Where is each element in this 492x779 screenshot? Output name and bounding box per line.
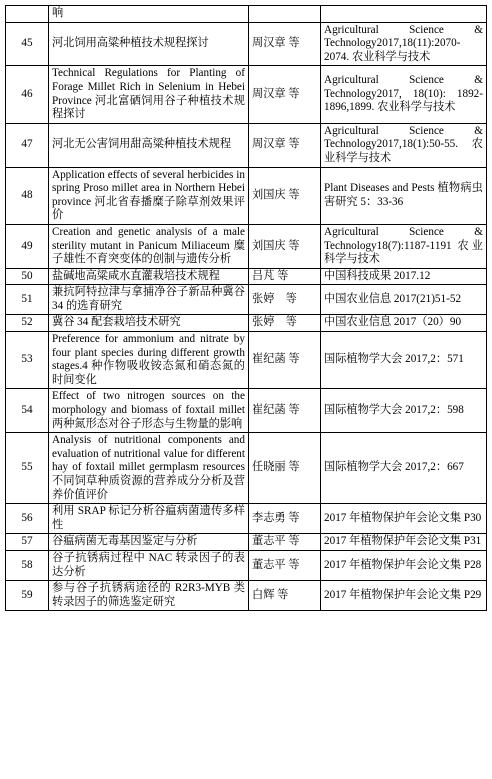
paper-authors: 崔纪菡 等 [249,389,321,433]
paper-title: 兼抗阿特拉津与拿捕净谷子新品种冀谷 34 的选育研究 [49,285,249,315]
paper-authors: 刘国庆 等 [249,167,321,224]
paper-authors: 周汉章 等 [249,66,321,123]
table-row [6,66,487,123]
paper-authors: 周汉章 等 [249,123,321,167]
paper-source: 2017 年植物保护年会论文集 P29 [321,581,487,611]
table-row [6,268,487,285]
paper-authors: 李志勇 等 [249,504,321,534]
table-row [6,285,487,315]
row-number: 46 [6,66,49,123]
paper-source: Agricultural Science & Technology2017,18(1):50-55. 农业科学与技术 [321,123,487,167]
paper-authors: 任晓丽 等 [249,433,321,504]
paper-authors: 张婷 等 [249,285,321,315]
paper-title: 响 [49,6,249,23]
paper-title: 冀谷 34 配套栽培技术研究 [49,315,249,332]
paper-authors: 吕芃 等 [249,268,321,285]
paper-title: 河北饲用高粱种植技术规程探讨 [49,22,249,66]
row-number: 54 [6,389,49,433]
row-number: 59 [6,581,49,611]
row-number: 48 [6,167,49,224]
paper-source: 2017 年植物保护年会论文集 P28 [321,550,487,580]
table-row [6,6,487,23]
row-number: 57 [6,534,49,551]
paper-source: 国际植物学大会 2017,2：598 [321,389,487,433]
table-row [6,123,487,167]
paper-authors: 张婷 等 [249,315,321,332]
table-row [6,534,487,551]
table-row [6,332,487,389]
paper-authors: 刘国庆 等 [249,224,321,268]
row-number: 56 [6,504,49,534]
row-number: 55 [6,433,49,504]
paper-source: 中国农业信息 2017(21)51-52 [321,285,487,315]
paper-title: 河北无公害饲用甜高粱种植技术规程 [49,123,249,167]
table-row [6,167,487,224]
paper-authors: 董志平 等 [249,550,321,580]
paper-source: 2017 年植物保护年会论文集 P30 [321,504,487,534]
paper-title: 谷子抗锈病过程中 NAC 转录因子的表达分析 [49,550,249,580]
table-row [6,224,487,268]
row-number: 45 [6,22,49,66]
paper-source [321,6,487,23]
row-number: 51 [6,285,49,315]
paper-title: Effect of two nitrogen sources on the morphology and biomass of foxtail millet 两种氮形态对谷子形态与生物量的影响 [49,389,249,433]
paper-source: 2017 年植物保护年会论文集 P31 [321,534,487,551]
paper-source: 中国科技成果 2017.12 [321,268,487,285]
paper-title: Creation and genetic analysis of a male sterility mutant in Panicum Miliaceum 糜子雄性不育突变体的创制与遗传分析 [49,224,249,268]
row-number [6,6,49,23]
paper-authors: 白辉 等 [249,581,321,611]
paper-title: Analysis of nutritional components and evaluation of nutritional value for different hay of foxtail millet germplasm resources 不同饲草种质资源的营养成分分析及营养价值评价 [49,433,249,504]
paper-authors [249,6,321,23]
paper-source: 国际植物学大会 2017,2：571 [321,332,487,389]
table-row [6,22,487,66]
table-row [6,550,487,580]
paper-title: 参与谷子抗锈病途径的 R2R3-MYB 类转录因子的筛选鉴定研究 [49,581,249,611]
paper-authors: 崔纪菡 等 [249,332,321,389]
paper-source: Agricultural Science & Technology2017, 18(10): 1892-1896,1899. 农业科学与技术 [321,66,487,123]
row-number: 49 [6,224,49,268]
paper-title: 利用 SRAP 标记分析谷瘟病菌遗传多样性 [49,504,249,534]
table-row [6,433,487,504]
publication-table [5,5,487,611]
paper-title: Preference for ammonium and nitrate by four plant species during different growth stages.4 种作物吸收铵态氮和硝态氮的时间变化 [49,332,249,389]
paper-title: 盐碱地高粱咸水直灌栽培技术规程 [49,268,249,285]
row-number: 47 [6,123,49,167]
table-row [6,315,487,332]
paper-title: 谷瘟病菌无毒基因鉴定与分析 [49,534,249,551]
paper-authors: 董志平 等 [249,534,321,551]
paper-source: Plant Diseases and Pests 植物病虫害研究 5：33-36 [321,167,487,224]
row-number: 50 [6,268,49,285]
publication-list-page [5,5,486,611]
table-row [6,504,487,534]
paper-authors: 周汉章 等 [249,22,321,66]
paper-title: Application effects of several herbicides in spring Proso millet area in Northern Hebei province 河北省春播糜子除草剂效果评价 [49,167,249,224]
table-row [6,581,487,611]
paper-source: 国际植物学大会 2017,2：667 [321,433,487,504]
row-number: 53 [6,332,49,389]
table-row [6,389,487,433]
paper-source: Agricultural Science & Technology2017,18(11):2070-2074. 农业科学与技术 [321,22,487,66]
row-number: 58 [6,550,49,580]
publication-table-body [6,6,487,611]
paper-title: Technical Regulations for Planting of Forage Millet Rich in Selenium in Hebei Province 河北富硒饲用谷子种植技术规程探讨 [49,66,249,123]
paper-source: Agricultural Science & Technology18(7):1187-1191 农业科学与技术 [321,224,487,268]
row-number: 52 [6,315,49,332]
paper-source: 中国农业信息 2017（20）90 [321,315,487,332]
